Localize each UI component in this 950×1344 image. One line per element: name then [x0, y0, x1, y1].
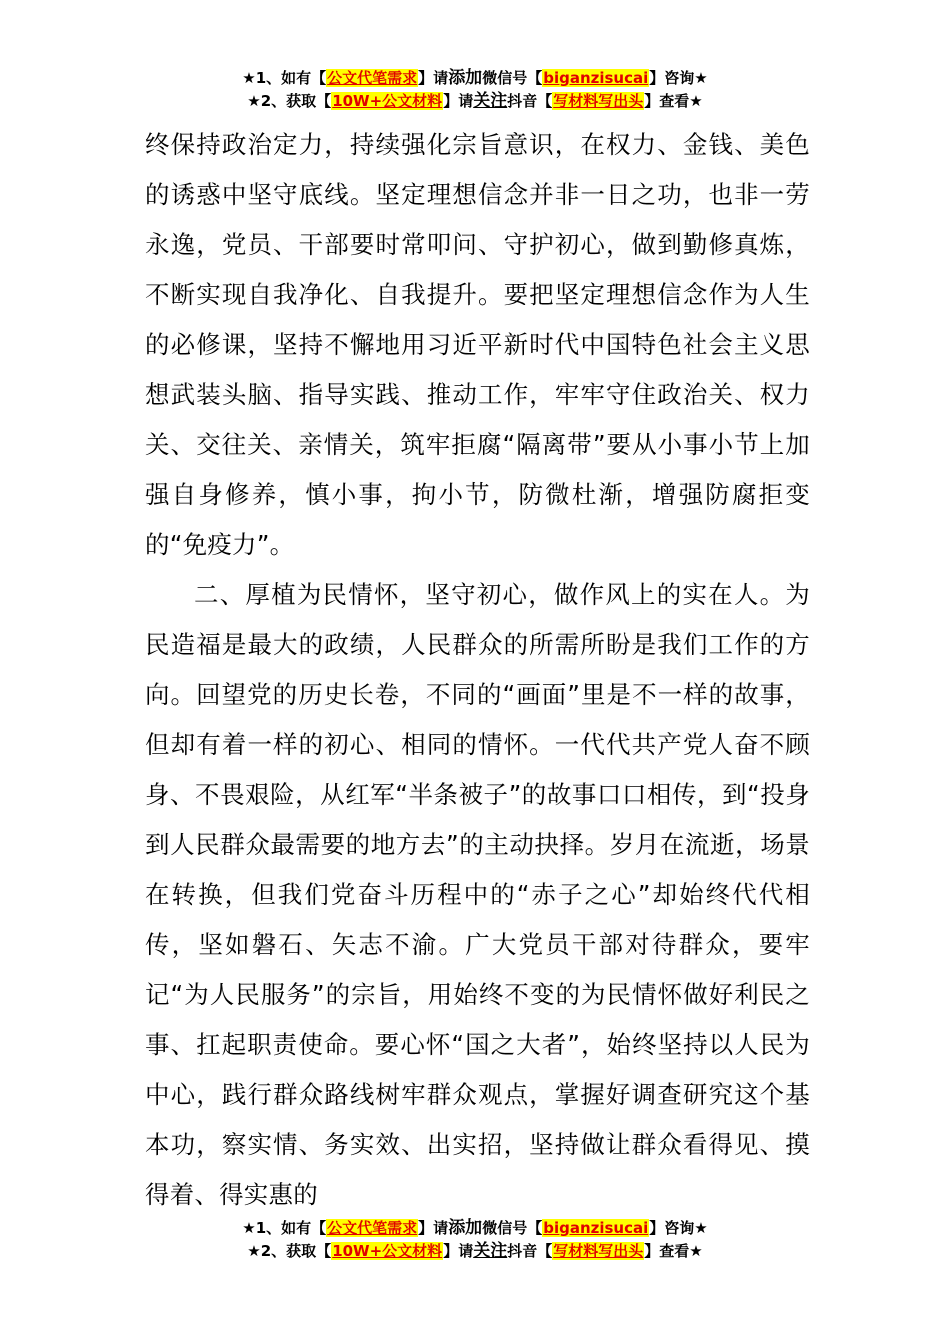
- wechat-id: biganzisucai: [543, 1219, 649, 1237]
- notice-emphasis: 关注: [473, 91, 508, 111]
- notice-text: ★2、获取【: [247, 1242, 332, 1260]
- notice-highlight: 10W+公文材料: [332, 92, 443, 110]
- wechat-id: biganzisucai: [543, 69, 649, 87]
- notice-text: ★1、如有【: [242, 1219, 327, 1237]
- notice-text: 】请: [418, 69, 449, 87]
- notice-highlight: 公文代笔需求: [327, 69, 418, 87]
- notice-line-1: [0, 1217, 950, 1240]
- notice-text: 】查看★: [644, 92, 703, 110]
- notice-text: 抖音【: [507, 92, 553, 110]
- notice-text: 微信号【: [482, 1219, 543, 1237]
- notice-text: 】查看★: [644, 1242, 703, 1260]
- notice-line-1: [0, 67, 950, 90]
- body-paragraph-1: 终保持政治定力，持续强化宗旨意识，在权力、金钱、美色的诱惑中坚守底线。坚定理想信念并非一日之功，也非一劳永逸，党员、干部要时常叩问、守护初心，做到勤修真炼，不断实现自我净化、自我提升。要把坚定理想信念作为人生的必修课，坚持不懈地用习近平新时代中国特色社会主义思想武装头脑、指导实践、推动工作，牢牢守住政治关、权力关、交往关、亲情关，筑牢拒腐“隔离带”要从小事小节上加强自身修养，慎小事，拘小节，防微杜渐，增强防腐拒变的“免疫力”。: [145, 130, 810, 559]
- body-paragraph-2: 二、厚植为民情怀，坚守初心，做作风上的实在人。为民造福是最大的政绩，人民群众的所需所盼是我们工作的方向。回望党的历史长卷，不同的“画面”里是不一样的故事，但却有着一样的初心、相同的情怀。一代代共产党人奋不顾身、不畏艰险，从红军“半条被子”的故事口口相传，到“投身到人民群众最需要的地方去”的主动抉择。岁月在流逝，场景在转换，但我们党奋斗历程中的“赤子之心”却始终代代相传，坚如磐石、矢志不渝。广大党员干部对待群众，要牢记“为人民服务”的宗旨，用始终不变的为民情怀做好利民之事、扛起职责使命。要心怀“国之大者”，始终坚持以人民为中心，践行群众路线树牢群众观点，掌握好调查研究这个基本功，察实情、务实效、出实招，坚持做让群众看得见、摸得着、得实惠的: [145, 580, 810, 1209]
- header-notice: [0, 67, 950, 113]
- notice-text: ★2、获取【: [247, 92, 332, 110]
- notice-text: 】请: [443, 92, 474, 110]
- notice-text: ★1、如有【: [242, 69, 327, 87]
- notice-highlight: 公文代笔需求: [327, 1219, 418, 1237]
- footer-notice: [0, 1217, 950, 1263]
- notice-text: 微信号【: [482, 69, 543, 87]
- notice-text: 】请: [418, 1219, 449, 1237]
- notice-text: 】咨询★: [649, 1219, 708, 1237]
- notice-emphasis: 关注: [473, 1241, 508, 1261]
- notice-text: 】请: [443, 1242, 474, 1260]
- notice-line-2: [0, 90, 950, 113]
- notice-text: 】咨询★: [649, 69, 708, 87]
- notice-text: 抖音【: [507, 1242, 553, 1260]
- notice-line-2: [0, 1240, 950, 1263]
- document-body: [145, 120, 810, 1220]
- notice-emphasis: 添加: [448, 68, 483, 88]
- notice-emphasis: 添加: [448, 1218, 483, 1238]
- douyin-account: 写材料写出头: [553, 92, 644, 110]
- douyin-account: 写材料写出头: [553, 1242, 644, 1260]
- notice-highlight: 10W+公文材料: [332, 1242, 443, 1260]
